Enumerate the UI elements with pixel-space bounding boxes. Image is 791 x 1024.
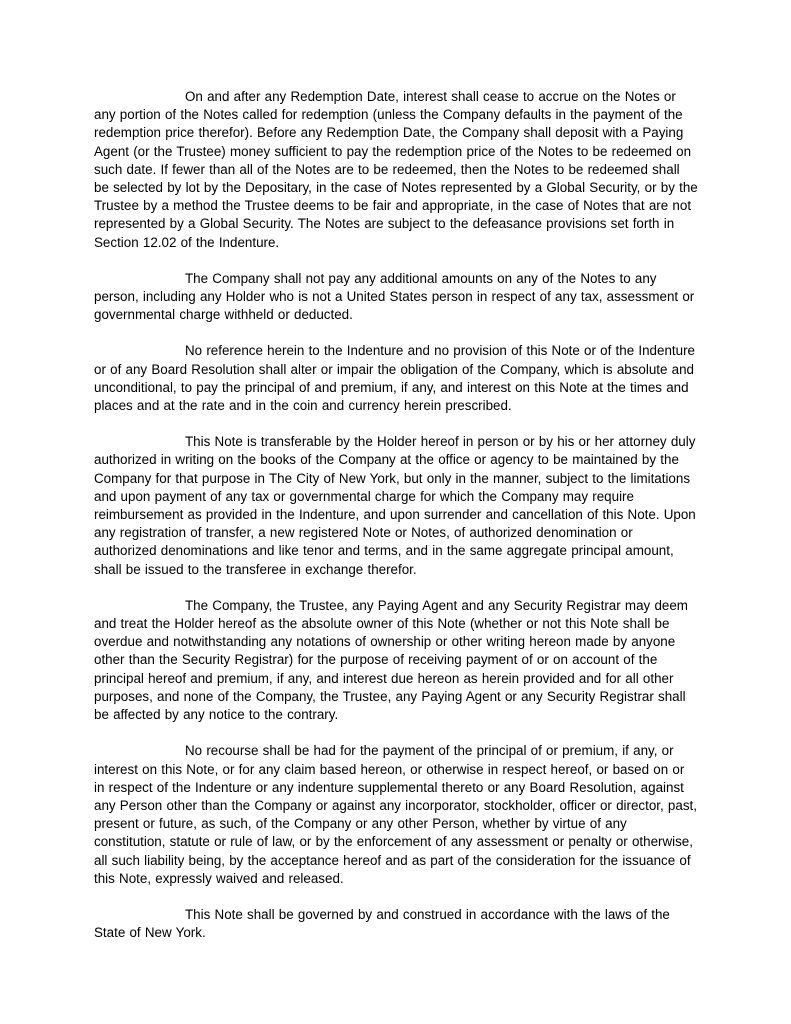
paragraph-transferability: This Note is transferable by the Holder hereof in person or by his or her attorney duly authorized in writing on the books of the Company at the office or agency to be maintained by the Company for that purpose in The City of New York, but only in the manner, subject to the limitations and upon payment of any tax or governmental charge for which the Company may require reimbursement as provided in the Indenture, and upon surrender and cancellation of this Note. Upon any registration of transfer, a new registered Note or Notes, of authorized denomination or authorized denominations and like tenor and terms, and in the same aggregate principal amount, shall be issued to the transferee in exchange therefor. bbox=[94, 434, 696, 577]
paragraph-no-recourse: No recourse shall be had for the payment of the principal of or premium, if any, or interest on this Note, or for any claim based hereon, or otherwise in respect hereof, or based on or in respect of the Indenture or any indenture supplemental thereto or any Board Resolution, against any Person other than the Company or against any incorporator, stockholder, officer or director, past, present or future, as such, of the Company or any other Person, whether by virtue of any constitution, statute or rule of law, or by the enforcement of any assessment or penalty or otherwise, all such liability being, by the acceptance hereof and as part of the consideration for the issuance of this Note, expressly waived and released. bbox=[94, 743, 697, 886]
paragraph-additional-amounts: The Company shall not pay any additional amounts on any of the Notes to any person, including any Holder who is not a United States person in respect of any tax, assessment or governmental charge withheld or deducted. bbox=[94, 270, 695, 323]
paragraph-absolute-owner: The Company, the Trustee, any Paying Agent and any Security Registrar may deem and treat the Holder hereof as the absolute owner of this Note (whether or not this Note shall be overdue and notwithstanding any notations of ownership or other writing hereon made by anyone other than the Security Registrar) for the purpose of receiving payment of or on account of the principal hereof and premium, if any, and interest due hereon as herein provided and for all other purposes, and none of the Company, the Trustee, any Paying Agent or any Security Registrar shall be affected by any notice to the contrary. bbox=[94, 597, 688, 723]
paragraph-redemption: On and after any Redemption Date, interest shall cease to accrue on the Notes or any portion of the Notes called for redemption (unless the Company defaults in the payment of the redemption price therefor). Before any Redemption Date, the Company shall deposit with a Paying Agent (or the Trustee) money sufficient to pay the redemption price of the Notes to be redeemed on such date. If fewer than all of the Notes are to be redeemed, then the Notes to be redeemed shall be selected by lot by the Depositary, in the case of Notes represented by a Global Security, or by the Trustee by a method the Trustee deems to be fair and appropriate, in the case of Notes that are not represented by a Global Security. The Notes are subject to the defeasance provisions set forth in Section 12.02 of the Indenture. bbox=[94, 89, 698, 250]
document-body bbox=[94, 88, 698, 942]
paragraph-no-reference: No reference herein to the Indenture and no provision of this Note or of the Indenture or of any Board Resolution shall alter or impair the obligation of the Company, which is absolute and unconditional, to pay the principal of and premium, if any, and interest on this Note at the times and places and at the rate and in the coin and currency herein prescribed. bbox=[94, 343, 695, 414]
paragraph-governing-law: This Note shall be governed by and construed in accordance with the laws of the State of New York. bbox=[94, 906, 670, 941]
